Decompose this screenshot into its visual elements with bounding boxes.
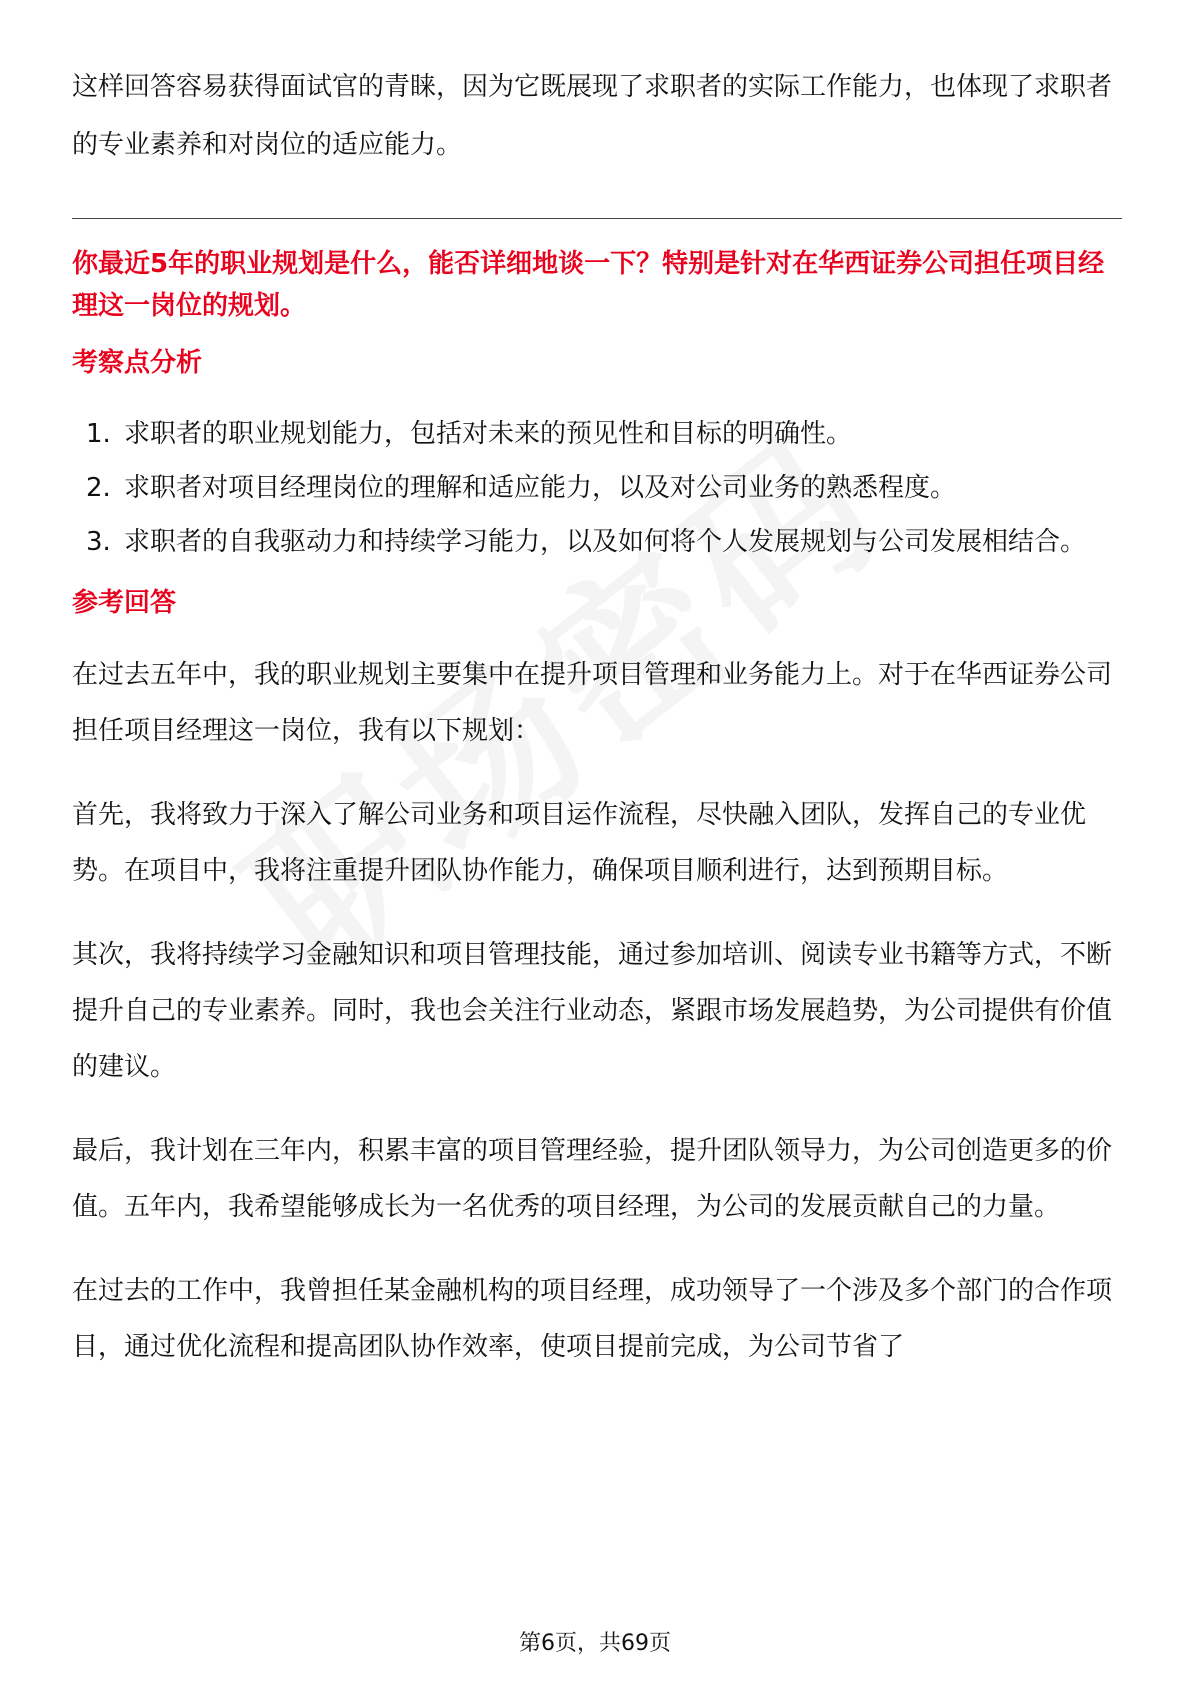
point-text: 求职者对项目经理岗位的理解和适应能力，以及对公司业务的熟悉程度。 [124, 473, 957, 503]
analysis-point [72, 461, 1122, 515]
point-number: 3. [86, 527, 111, 557]
interview-question: 你最近5年的职业规划是什么，能否详细地谈一下？特别是针对在华西证券公司担任项目经理这一岗位的规划。 [72, 249, 1105, 321]
analysis-point [72, 407, 1122, 461]
point-number: 1. [86, 419, 111, 449]
analysis-points-list [72, 407, 1122, 569]
analysis-point [72, 515, 1122, 569]
answer-paragraph: 在过去的工作中，我曾担任某金融机构的项目经理，成功领导了一个涉及多个部门的合作项目，通过优化流程和提高团队协作效率，使项目提前完成，为公司节省了 [72, 1276, 1113, 1362]
point-number: 2. [86, 473, 111, 503]
answer-paragraph: 其次，我将持续学习金融知识和项目管理技能，通过参加培训、阅读专业书籍等方式，不断提升自己的专业素养。同时，我也会关注行业动态，紧跟市场发展趋势，为公司提供有价值的建议。 [72, 940, 1113, 1082]
answer-paragraph: 首先，我将致力于深入了解公司业务和项目运作流程，尽快融入团队，发挥自己的专业优势。在项目中，我将注重提升团队协作能力，确保项目顺利进行，达到预期目标。 [72, 800, 1087, 886]
page-content [72, 58, 1122, 1403]
section-divider [72, 218, 1122, 219]
answer-paragraph: 最后，我计划在三年内，积累丰富的项目管理经验，提升团队领导力，为公司创造更多的价值。五年内，我希望能够成长为一名优秀的项目经理，为公司的发展贡献自己的力量。 [72, 1136, 1113, 1222]
point-text: 求职者的职业规划能力，包括对未来的预见性和目标的明确性。 [124, 419, 853, 449]
point-text: 求职者的自我驱动力和持续学习能力，以及如何将个人发展规划与公司发展相结合。 [124, 527, 1087, 557]
answer-heading: 参考回答 [72, 588, 177, 618]
intro-paragraph: 这样回答容易获得面试官的青睐，因为它既展现了求职者的实际工作能力，也体现了求职者的专业素养和对岗位的适应能力。 [72, 72, 1113, 160]
answer-paragraph: 在过去五年中，我的职业规划主要集中在提升项目管理和业务能力上。对于在华西证券公司担任项目经理这一岗位，我有以下规划： [72, 660, 1113, 746]
analysis-heading: 考察点分析 [72, 348, 203, 378]
page-footer: 第6页，共69页 [519, 1631, 671, 1656]
